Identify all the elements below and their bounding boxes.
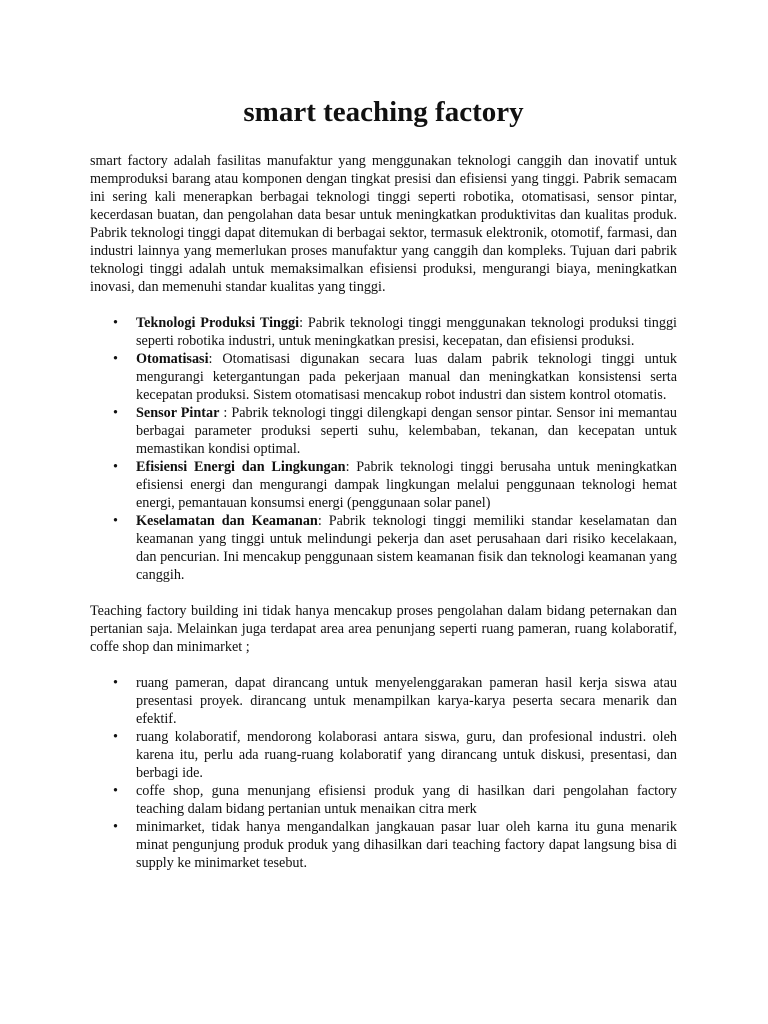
feature-text: : Otomatisasi digunakan secara luas dalam pabrik teknologi tinggi untuk mengurangi ketergantungan pada pekerjaan manual dan meningkatkan konsistensi serta kecepatan produksi. Sistem otomatisasi mencakup robot industri dan sistem kontrol otomatis. bbox=[136, 351, 677, 403]
area-text: ruang kolaboratif, mendorong kolaborasi antara siswa, guru, dan profesional industri. oleh karena itu, perlu ada ruang-ruang kolaboratif yang dirancang untuk diskusi, presentasi, dan berbagi ide. bbox=[136, 729, 677, 781]
teaching-factory-paragraph: Teaching factory building ini tidak hanya mencakup proses pengolahan dalam bidang peternakan dan pertanian saja. Melainkan juga terdapat area area penunjang seperti ruang pameran, ruang kolaboratif, coffe shop dan minimarket ; bbox=[90, 603, 677, 655]
bullet-icon: • bbox=[113, 819, 118, 835]
feature-term: Keselamatan dan Keamanan bbox=[136, 513, 318, 529]
list-item bbox=[113, 458, 677, 512]
document-page bbox=[90, 94, 677, 890]
list-item bbox=[113, 782, 677, 818]
area-text: minimarket, tidak hanya mengandalkan jangkauan pasar luar oleh karna itu guna menarik minat pengunjung produk produk yang dihasilkan dari teaching factory dapat langsung bisa di supply ke minimarket tesebut. bbox=[136, 819, 677, 871]
feature-text: : Pabrik teknologi tinggi memiliki standar keselamatan dan keamanan yang tinggi untuk melindungi pekerja dan aset perusahaan dari risiko kecelakaan, dan pencurian. Ini mencakup penggunaan sistem keamanan fisik dan teknologi keamanan yang canggih. bbox=[136, 513, 677, 583]
bullet-icon: • bbox=[113, 729, 118, 745]
feature-text: : Pabrik teknologi tinggi dilengkapi dengan sensor pintar. Sensor ini memantau berbagai parameter produksi seperti suhu, kelembaban, tekanan, dan kecepatan untuk memastikan kondisi optimal. bbox=[136, 405, 677, 457]
bullet-icon: • bbox=[113, 351, 118, 367]
feature-term: Otomatisasi bbox=[136, 351, 209, 367]
list-item bbox=[113, 314, 677, 350]
bullet-icon: • bbox=[113, 675, 118, 691]
bullet-icon: • bbox=[113, 405, 118, 421]
feature-term: Sensor Pintar bbox=[136, 405, 220, 421]
area-text: ruang pameran, dapat dirancang untuk menyelenggarakan pameran hasil kerja siswa atau presentasi proyek. dirancang untuk menampilkan karya-karya peserta secara menarik dan efektif. bbox=[136, 675, 677, 727]
feature-term: Teknologi Produksi Tinggi bbox=[136, 315, 300, 331]
bullet-icon: • bbox=[113, 513, 118, 529]
list-item bbox=[113, 512, 677, 584]
features-list bbox=[90, 314, 677, 584]
area-text: coffe shop, guna menunjang efisiensi produk yang di hasilkan dari pengolahan factory teaching dalam bidang pertanian untuk menaikan citra merk bbox=[136, 783, 677, 817]
document-title: smart teaching factory bbox=[243, 96, 524, 128]
feature-text: : Pabrik teknologi tinggi berusaha untuk meningkatkan efisiensi energi dan mengurangi dampak lingkungan melalui penggunaan teknologi hemat energi, pemantauan konsumsi energi (penggunaan solar panel) bbox=[136, 459, 677, 511]
list-item bbox=[113, 404, 677, 458]
intro-paragraph: smart factory adalah fasilitas manufaktur yang menggunakan teknologi canggih dan inovatif untuk memproduksi barang atau komponen dengan tingkat presisi dan efisiensi yang tinggi. Pabrik semacam ini sering kali menerapkan berbagai teknologi tinggi seperti robotika, otomatisasi, sensor pintar, kecerdasan buatan, dan pengolahan data besar untuk meningkatkan produktivitas dan kualitas produk. Pabrik teknologi tinggi dapat ditemukan di berbagai sektor, termasuk elektronik, otomotif, farmasi, dan industri lainnya yang memerlukan proses manufaktur yang canggih dan kompleks. Tujuan dari pabrik teknologi tinggi adalah untuk memaksimalkan efisiensi produksi, mengurangi biaya, meningkatkan inovasi, dan memenuhi standar kualitas yang tinggi. bbox=[90, 153, 677, 295]
list-item bbox=[113, 728, 677, 782]
feature-text: : Pabrik teknologi tinggi menggunakan teknologi produksi tinggi seperti robotika industri, untuk meningkatkan presisi, kecepatan, dan efisiensi produksi. bbox=[136, 315, 677, 349]
list-item bbox=[113, 674, 677, 728]
areas-list bbox=[90, 674, 677, 872]
bullet-icon: • bbox=[113, 315, 118, 331]
bullet-icon: • bbox=[113, 783, 118, 799]
list-item bbox=[113, 350, 677, 404]
feature-term: Efisiensi Energi dan Lingkungan bbox=[136, 459, 346, 475]
bullet-icon: • bbox=[113, 459, 118, 475]
list-item bbox=[113, 818, 677, 872]
